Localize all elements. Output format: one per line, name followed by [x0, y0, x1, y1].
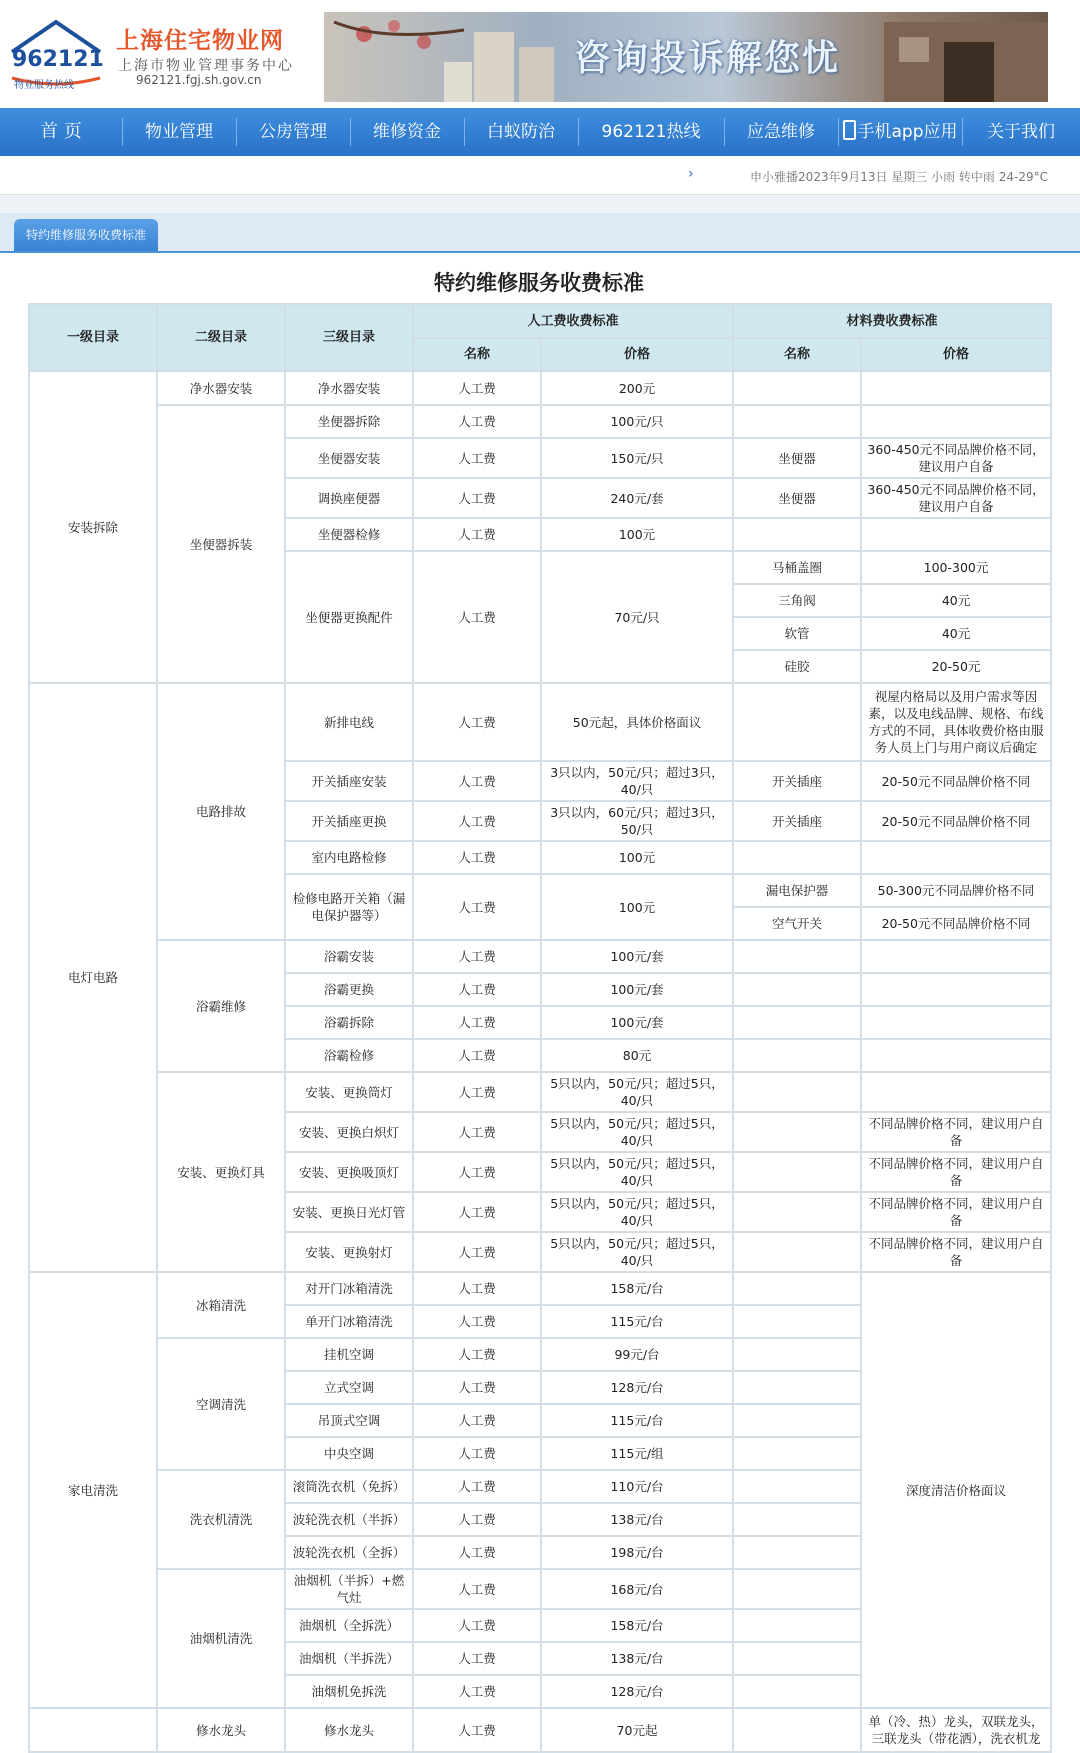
cell-labor-name: 人工费 — [413, 551, 541, 683]
header-labor-group: 人工费收费标准 — [413, 304, 733, 338]
cell-level3: 安装、更换日光灯管 — [285, 1192, 413, 1232]
cell-labor-name: 人工费 — [413, 761, 541, 801]
banner-image — [324, 12, 1048, 102]
cell-material-name — [733, 1272, 861, 1305]
cell-material-price — [861, 973, 1051, 1006]
cell-labor-name: 人工费 — [413, 841, 541, 874]
cell-level2: 坐便器拆装 — [157, 405, 285, 683]
cell-labor-name: 人工费 — [413, 1072, 541, 1112]
cell-labor-price: 5只以内，50元/只；超过5只，40/只 — [541, 1112, 733, 1152]
cell-level3: 对开门冰箱清洗 — [285, 1272, 413, 1305]
cell-labor-price: 158元/台 — [541, 1609, 733, 1642]
cell-material-price: 40元 — [861, 617, 1051, 650]
cell-material-name: 硅胶 — [733, 650, 861, 683]
cell-labor-price: 5只以内，50元/只；超过5只，40/只 — [541, 1152, 733, 1192]
table-row — [29, 405, 1051, 438]
cell-level3: 单开门冰箱清洗 — [285, 1305, 413, 1338]
cell-labor-name: 人工费 — [413, 478, 541, 518]
cell-material-name: 漏电保护器 — [733, 874, 861, 907]
cell-labor-name: 人工费 — [413, 1503, 541, 1536]
cell-material-price: 不同品牌价格不同，建议用户自备 — [861, 1232, 1051, 1272]
cell-labor-price: 100元/套 — [541, 940, 733, 973]
cell-material-price — [861, 1039, 1051, 1072]
header-labor-price: 价格 — [541, 338, 733, 371]
cell-level3: 坐便器安装 — [285, 438, 413, 478]
cell-labor-price: 240元/套 — [541, 478, 733, 518]
tab-bar — [0, 213, 1080, 253]
cell-level3: 波轮洗衣机（半拆） — [285, 1503, 413, 1536]
cell-level3: 立式空调 — [285, 1371, 413, 1404]
cell-material-price — [861, 405, 1051, 438]
site-title[interactable]: 上海住宅物业网 — [116, 28, 284, 54]
cell-labor-name: 人工费 — [413, 940, 541, 973]
cell-material-price — [861, 371, 1051, 405]
table-row — [29, 1272, 1051, 1305]
cell-labor-name: 人工费 — [413, 1536, 541, 1569]
cell-material-price — [861, 1006, 1051, 1039]
cell-labor-name: 人工费 — [413, 1404, 541, 1437]
cell-labor-price: 80元 — [541, 1039, 733, 1072]
cell-material-name — [733, 405, 861, 438]
cell-labor-name: 人工费 — [413, 801, 541, 841]
cell-level3: 安装、更换白炽灯 — [285, 1112, 413, 1152]
hotline-logo[interactable] — [6, 18, 106, 93]
cell-material-name — [733, 940, 861, 973]
cell-level2: 冰箱清洗 — [157, 1272, 285, 1338]
spacer — [0, 195, 1080, 213]
cell-labor-name: 人工费 — [413, 1470, 541, 1503]
cell-material-name — [733, 1708, 861, 1752]
cell-material-name — [733, 1437, 861, 1470]
cell-material-price: 360-450元不同品牌价格不同，建议用户自备 — [861, 478, 1051, 518]
cell-labor-price: 200元 — [541, 371, 733, 405]
cell-labor-price: 150元/只 — [541, 438, 733, 478]
cell-material-name — [733, 518, 861, 551]
cell-material-price: 单（冷、热）龙头，双联龙头，三联龙头（带花洒），洗衣机龙 — [861, 1708, 1051, 1752]
nav-emergency-repair[interactable]: 应急维修 — [747, 122, 815, 142]
cell-material-name — [733, 1503, 861, 1536]
cell-labor-price: 138元/台 — [541, 1503, 733, 1536]
cell-level3: 检修电路开关箱（漏电保护器等） — [285, 874, 413, 940]
cell-labor-price: 115元/台 — [541, 1404, 733, 1437]
cell-labor-price: 5只以内，50元/只；超过5只，40/只 — [541, 1072, 733, 1112]
cell-labor-price: 138元/台 — [541, 1642, 733, 1675]
cell-material-price: 20-50元不同品牌价格不同 — [861, 801, 1051, 841]
cell-material-name — [733, 973, 861, 1006]
cell-level2: 净水器安装 — [157, 371, 285, 405]
cell-labor-name: 人工费 — [413, 405, 541, 438]
cell-material-name: 软管 — [733, 617, 861, 650]
cell-material-name — [733, 683, 861, 761]
cell-labor-price: 100元 — [541, 518, 733, 551]
cell-material-name — [733, 1112, 861, 1152]
cell-material-name: 三角阀 — [733, 584, 861, 617]
cell-labor-price: 115元/组 — [541, 1437, 733, 1470]
site-header — [0, 0, 1080, 108]
cell-level3: 安装、更换筒灯 — [285, 1072, 413, 1112]
cell-material-price — [861, 1072, 1051, 1112]
logo-caption: 物业服务热线 — [14, 80, 74, 91]
cell-material-name — [733, 1371, 861, 1404]
nav-home[interactable]: 首 页 — [40, 121, 82, 142]
cell-level3: 波轮洗衣机（全拆） — [285, 1536, 413, 1569]
cell-labor-price: 110元/台 — [541, 1470, 733, 1503]
cell-level3: 坐便器检修 — [285, 518, 413, 551]
cell-level3: 修水龙头 — [285, 1708, 413, 1752]
cell-material-price: 40元 — [861, 584, 1051, 617]
cell-labor-price: 128元/台 — [541, 1371, 733, 1404]
cell-material-name: 开关插座 — [733, 801, 861, 841]
cell-labor-name: 人工费 — [413, 1272, 541, 1305]
table-row — [29, 371, 1051, 405]
cell-material-name — [733, 841, 861, 874]
cell-material-price: 20-50元不同品牌价格不同 — [861, 761, 1051, 801]
cell-level3: 开关插座安装 — [285, 761, 413, 801]
cell-level3: 安装、更换射灯 — [285, 1232, 413, 1272]
cell-material-price — [861, 518, 1051, 551]
cell-level3: 浴霸拆除 — [285, 1006, 413, 1039]
cell-level3: 坐便器拆除 — [285, 405, 413, 438]
cell-level3: 吊顶式空调 — [285, 1404, 413, 1437]
banner-slogan: 咨询投诉解您忧 — [574, 38, 841, 79]
cell-material-name — [733, 1569, 861, 1609]
cell-level2: 安装、更换灯具 — [157, 1072, 285, 1272]
header-labor-name: 名称 — [413, 338, 541, 371]
cell-labor-name: 人工费 — [413, 1708, 541, 1752]
cell-labor-price: 50元起，具体价格面议 — [541, 683, 733, 761]
nav-mobile-app-label: 手机app应用 — [857, 122, 958, 142]
cell-material-name — [733, 1072, 861, 1112]
tab-repair-fee-standard[interactable]: 特约维修服务收费标准 — [14, 219, 158, 251]
cell-level3: 油烟机（半拆洗） — [285, 1642, 413, 1675]
date-weather: 申小雅播2023年9月13日 星期三 小雨 转中雨 24-29°C — [750, 170, 1048, 184]
cell-labor-name: 人工费 — [413, 1675, 541, 1708]
cell-level3: 中央空调 — [285, 1437, 413, 1470]
cell-level3: 浴霸检修 — [285, 1039, 413, 1072]
cell-labor-name: 人工费 — [413, 1642, 541, 1675]
cell-labor-price: 70元/只 — [541, 551, 733, 683]
cell-material-name — [733, 1404, 861, 1437]
nav-termite-control[interactable]: 白蚁防治 — [487, 122, 555, 142]
cell-labor-name: 人工费 — [413, 973, 541, 1006]
cell-material-name — [733, 1192, 861, 1232]
header-level3: 三级目录 — [285, 304, 413, 371]
cell-labor-name: 人工费 — [413, 1232, 541, 1272]
cell-material-price: 视屋内格局以及用户需求等因素，以及电线品牌、规格、布线方式的不同，具体收费价格由服务人员上门与用户商议后确定 — [861, 683, 1051, 761]
cell-labor-price: 100元/套 — [541, 973, 733, 1006]
logo-number: 962121 — [12, 47, 104, 72]
cell-material-name: 坐便器 — [733, 478, 861, 518]
cell-level2: 空调清洗 — [157, 1338, 285, 1470]
cell-level3: 安装、更换吸顶灯 — [285, 1152, 413, 1192]
cell-labor-price: 100元 — [541, 874, 733, 940]
cell-labor-price: 3只以内，50元/只；超过3只，40/只 — [541, 761, 733, 801]
cell-labor-price: 100元/只 — [541, 405, 733, 438]
cell-labor-name: 人工费 — [413, 683, 541, 761]
cell-labor-name: 人工费 — [413, 1192, 541, 1232]
table-row — [29, 1072, 1051, 1112]
cell-labor-name: 人工费 — [413, 1039, 541, 1072]
cell-material-name — [733, 1039, 861, 1072]
header-material-name: 名称 — [733, 338, 861, 371]
cell-labor-price: 99元/台 — [541, 1338, 733, 1371]
cell-material-name — [733, 1609, 861, 1642]
cell-material-price: 50-300元不同品牌价格不同 — [861, 874, 1051, 907]
nav-property-management[interactable]: 物业管理 — [145, 122, 213, 142]
cell-material-price: 深度清洁价格面议 — [861, 1272, 1051, 1708]
cell-level2: 电路排故 — [157, 683, 285, 940]
cell-material-name — [733, 1642, 861, 1675]
cell-material-price: 360-450元不同品牌价格不同，建议用户自备 — [861, 438, 1051, 478]
table-row — [29, 683, 1051, 761]
nav-about-us[interactable]: 关于我们 — [987, 122, 1055, 142]
cell-material-price: 100-300元 — [861, 551, 1051, 584]
cell-labor-name: 人工费 — [413, 1112, 541, 1152]
cell-level3: 浴霸更换 — [285, 973, 413, 1006]
phone-icon — [843, 120, 856, 140]
cell-labor-price: 168元/台 — [541, 1569, 733, 1609]
main-content — [0, 253, 1080, 1750]
cell-level3: 净水器安装 — [285, 371, 413, 405]
cell-material-name — [733, 1152, 861, 1192]
cell-level2: 洗衣机清洗 — [157, 1470, 285, 1569]
table-title: 特约维修服务收费标准 — [434, 271, 644, 295]
cell-level1 — [29, 1708, 157, 1752]
cell-labor-price: 128元/台 — [541, 1675, 733, 1708]
cell-labor-name: 人工费 — [413, 1371, 541, 1404]
main-nav — [0, 108, 1080, 156]
cell-material-name: 马桶盖圈 — [733, 551, 861, 584]
cell-labor-name: 人工费 — [413, 1006, 541, 1039]
cell-level3: 挂机空调 — [285, 1338, 413, 1371]
header-material-price: 价格 — [861, 338, 1051, 371]
cell-material-price: 20-50元不同品牌价格不同 — [861, 907, 1051, 940]
cell-labor-price: 5只以内，50元/只；超过5只，40/只 — [541, 1192, 733, 1232]
site-url: 962121.fgj.sh.gov.cn — [136, 73, 262, 87]
cell-labor-price: 3只以内，60元/只；超过3只，50/只 — [541, 801, 733, 841]
cell-material-name — [733, 1006, 861, 1039]
cell-labor-price: 70元起 — [541, 1708, 733, 1752]
table-row — [29, 940, 1051, 973]
cell-labor-name: 人工费 — [413, 438, 541, 478]
cell-level2: 油烟机清洗 — [157, 1569, 285, 1708]
info-bar — [0, 158, 1080, 195]
cell-level2: 修水龙头 — [157, 1708, 285, 1752]
cell-material-name — [733, 1536, 861, 1569]
header-material-group: 材料费收费标准 — [733, 304, 1051, 338]
cell-labor-name: 人工费 — [413, 1569, 541, 1609]
nav-hotline[interactable]: 962121热线 — [601, 122, 701, 142]
fee-table — [28, 303, 1052, 1753]
nav-mobile-app[interactable] — [838, 108, 962, 156]
header-level1: 一级目录 — [29, 304, 157, 371]
cell-level1: 家电清洗 — [29, 1272, 157, 1708]
house-logo-icon — [6, 18, 106, 93]
cell-labor-name: 人工费 — [413, 518, 541, 551]
nav-public-housing[interactable]: 公房管理 — [259, 122, 327, 142]
cell-material-price: 不同品牌价格不同，建议用户自备 — [861, 1152, 1051, 1192]
nav-maintenance-fund[interactable]: 维修资金 — [373, 122, 441, 142]
cell-level3: 浴霸安装 — [285, 940, 413, 973]
cell-material-name: 坐便器 — [733, 438, 861, 478]
cell-material-price — [861, 940, 1051, 973]
cell-level3: 新排电线 — [285, 683, 413, 761]
cell-level3: 油烟机（半拆）+燃气灶 — [285, 1569, 413, 1609]
cell-material-name: 空气开关 — [733, 907, 861, 940]
cell-material-price: 20-50元 — [861, 650, 1051, 683]
cell-material-price: 不同品牌价格不同，建议用户自备 — [861, 1192, 1051, 1232]
cell-level3: 油烟机免拆洗 — [285, 1675, 413, 1708]
cell-material-price: 不同品牌价格不同，建议用户自备 — [861, 1112, 1051, 1152]
chevron-right-icon: › — [688, 166, 694, 182]
cell-level3: 室内电路检修 — [285, 841, 413, 874]
cell-level3: 开关插座更换 — [285, 801, 413, 841]
cell-level3: 油烟机（全拆洗） — [285, 1609, 413, 1642]
cell-labor-name: 人工费 — [413, 1609, 541, 1642]
cell-material-name: 开关插座 — [733, 761, 861, 801]
cell-material-name — [733, 1232, 861, 1272]
cell-level3: 滚筒洗衣机（免拆） — [285, 1470, 413, 1503]
cell-level1: 安装拆除 — [29, 371, 157, 683]
cell-labor-price: 100元/套 — [541, 1006, 733, 1039]
cell-labor-price: 100元 — [541, 841, 733, 874]
cell-material-name — [733, 1305, 861, 1338]
cell-material-price — [861, 841, 1051, 874]
cell-labor-name: 人工费 — [413, 1437, 541, 1470]
cell-labor-name: 人工费 — [413, 874, 541, 940]
cell-labor-price: 198元/台 — [541, 1536, 733, 1569]
cell-labor-price: 5只以内，50元/只；超过5只，40/只 — [541, 1232, 733, 1272]
cell-material-name — [733, 371, 861, 405]
cell-material-name — [733, 1675, 861, 1708]
cell-labor-price: 115元/台 — [541, 1305, 733, 1338]
cell-labor-name: 人工费 — [413, 371, 541, 405]
cell-labor-price: 158元/台 — [541, 1272, 733, 1305]
cell-level3: 调换座便器 — [285, 478, 413, 518]
cell-material-name — [733, 1470, 861, 1503]
cell-labor-name: 人工费 — [413, 1152, 541, 1192]
table-row — [29, 1708, 1051, 1752]
cell-level3: 坐便器更换配件 — [285, 551, 413, 683]
cell-level1: 电灯电路 — [29, 683, 157, 1272]
cell-material-name — [733, 1338, 861, 1371]
cell-level2: 浴霸维修 — [157, 940, 285, 1072]
cell-labor-name: 人工费 — [413, 1305, 541, 1338]
header-level2: 二级目录 — [157, 304, 285, 371]
site-subtitle: 上海市物业管理事务中心 — [118, 58, 294, 74]
cell-labor-name: 人工费 — [413, 1338, 541, 1371]
